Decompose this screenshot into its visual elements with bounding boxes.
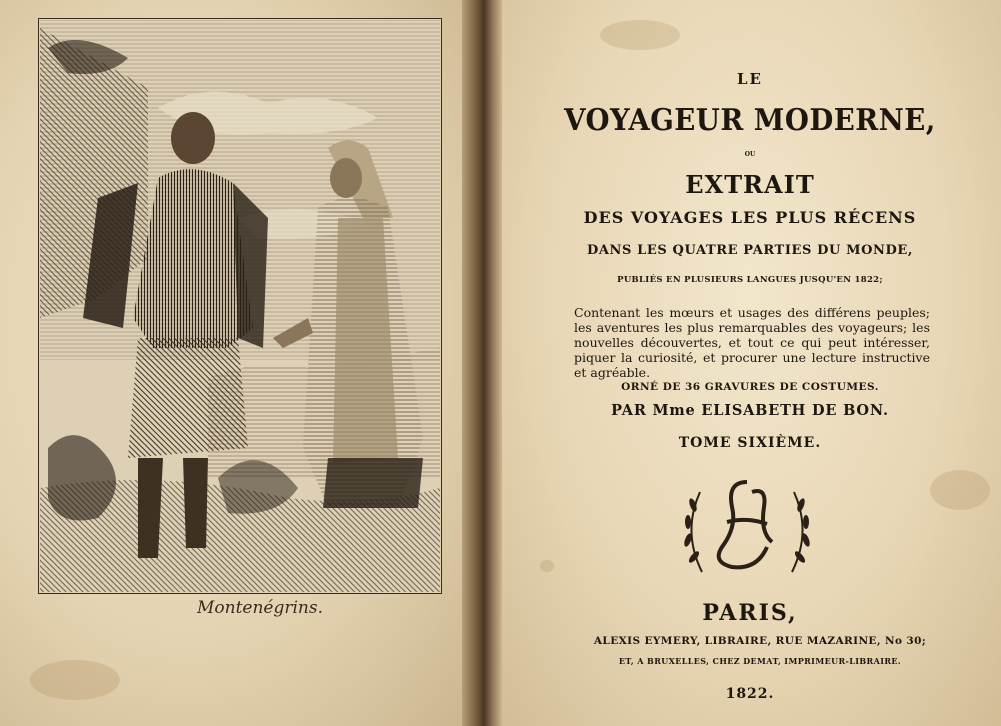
publication-year: 1822. (725, 686, 775, 702)
publication-note: PUBLIÉS EN PLUSIEURS LANGUES JUSQU'EN 1822; (617, 275, 883, 285)
foxing-spot (600, 20, 680, 50)
monogram-emblem (672, 462, 822, 587)
book-gutter (462, 0, 502, 726)
title-ou: ou (744, 148, 756, 158)
second-publisher-line: ET, A BRUXELLES, CHEZ DEMAT, IMPRIMEUR-LIBRAIRE. (618, 656, 902, 666)
title-le: LE (737, 70, 763, 88)
subtitle-extrait: EXTRAIT (685, 170, 815, 199)
subtitle-des-voyages: DES VOYAGES LES PLUS RÉCENS (583, 208, 917, 227)
engraving-plate (38, 18, 442, 594)
engravings-note: ORNÉ DE 36 GRAVURES DE COSTUMES. (621, 381, 879, 393)
main-title: VOYAGEUR MODERNE, (564, 103, 936, 138)
foxing-spot (930, 470, 990, 510)
contents-description: Contenant les mœurs et usages des différens peuples; les aventures les plus remarquables des voyageurs; les nouvelles découvertes, et tout ce qui peut intéresser, piquer la curiosité, et procurer une lecture instructive et agréable. (574, 305, 930, 380)
foxing-spot (540, 560, 554, 572)
plate-caption: Montenégrins. (196, 598, 323, 618)
author-line: PAR Mme ELISABETH DE BON. (611, 402, 889, 419)
city-line: PARIS, (702, 600, 798, 626)
volume-line: TOME SIXIÈME. (678, 435, 822, 451)
foxing-spot (30, 660, 120, 700)
subtitle-dans-les: DANS LES QUATRE PARTIES DU MONDE, (587, 243, 913, 258)
publisher-line: ALEXIS EYMERY, LIBRAIRE, RUE MAZARINE, No 30; (593, 635, 927, 647)
